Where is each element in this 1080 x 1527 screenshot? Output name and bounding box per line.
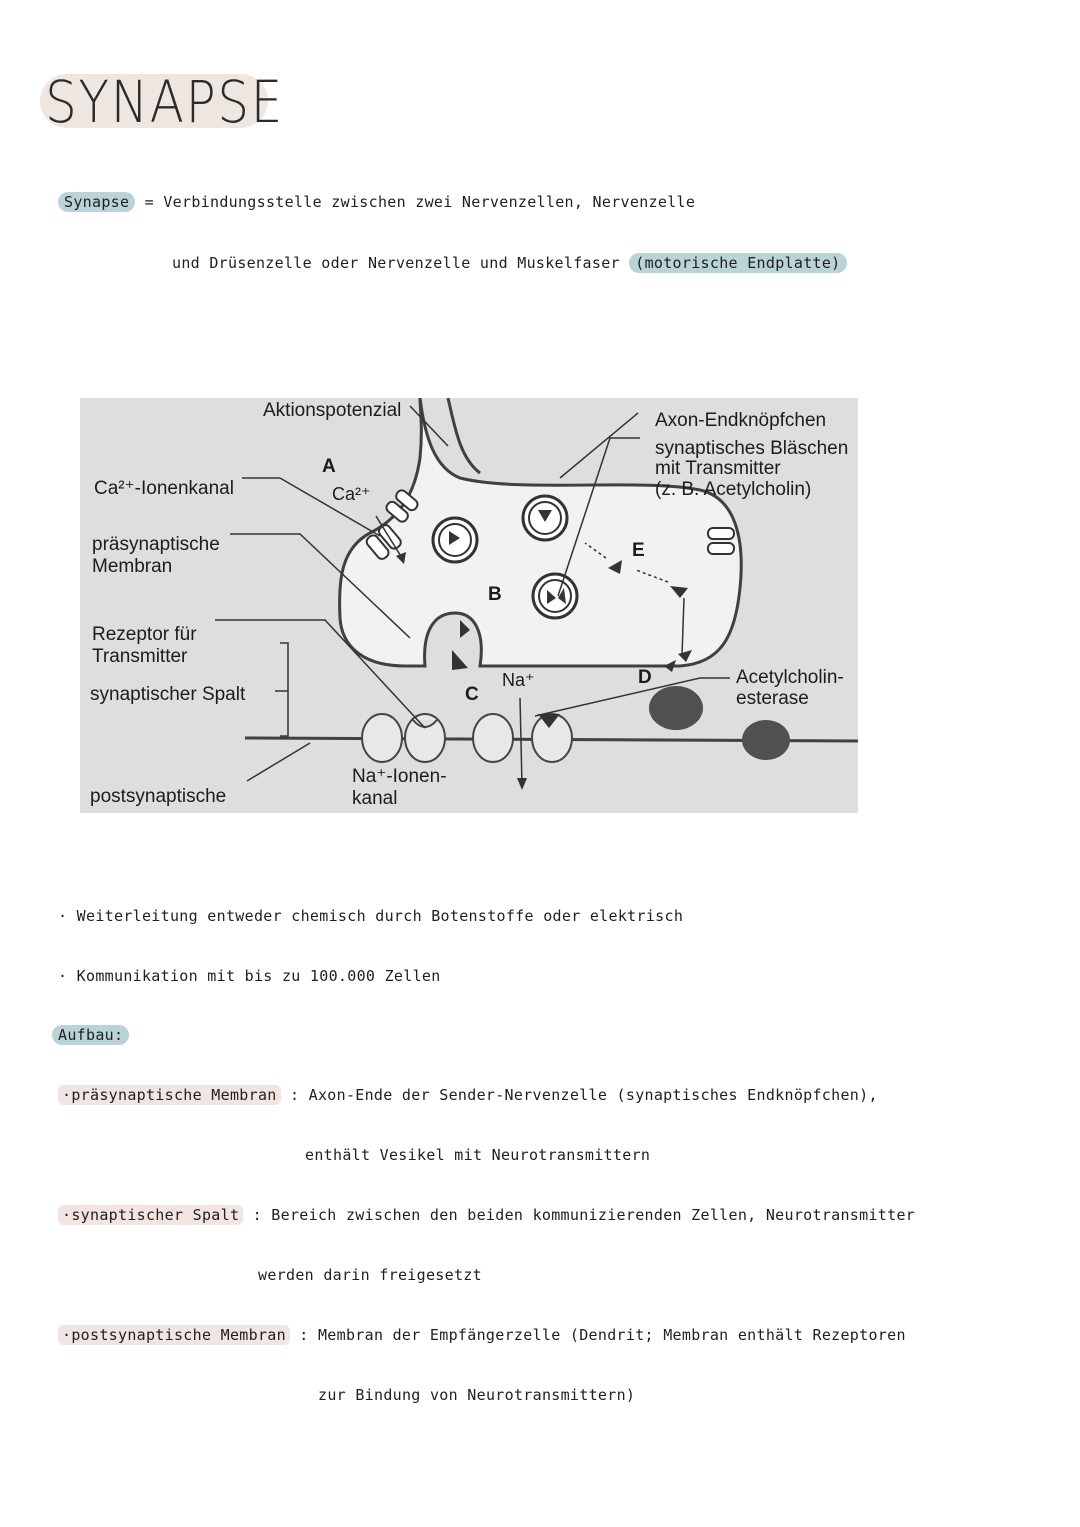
label-esterase-1: Acetylcholin- (736, 667, 844, 688)
label-praesyn-2: Membran (92, 556, 173, 577)
aufbau-text-postsynaptisch-2: zur Bindung von Neurotransmittern) (318, 1386, 636, 1404)
label-blaeschen-3: (z. B. Acetylcholin) (655, 479, 812, 500)
aufbau-text-spalt-2: werden darin freigesetzt (258, 1266, 482, 1284)
label-spalt: synaptischer Spalt (90, 684, 246, 705)
label-na-kanal-1: Na⁺-Ionen- (352, 766, 447, 787)
synaptic-vesicle-1 (433, 518, 477, 562)
aufbau-text-praesynaptisch-1: : Axon-Ende der Sender-Nervenzelle (synaptisches Endknöpfchen), (289, 1086, 878, 1104)
label-letter-e: E (632, 540, 645, 561)
label-rezeptor-2: Transmitter (92, 646, 188, 667)
aufbau-text-postsynaptisch-1: : Membran der Empfängerzelle (Dendrit; Membran enthält Rezeptoren (299, 1326, 906, 1344)
synaptic-vesicle-2 (523, 496, 567, 540)
label-postsyn: postsynaptische (90, 786, 227, 807)
label-letter-a: A (322, 456, 336, 477)
label-blaeschen-2: mit Transmitter (655, 458, 781, 479)
na-channel-closed (362, 714, 402, 762)
label-esterase-2: esterase (736, 688, 809, 709)
bullet-kommunikation: · Kommunikation mit bis zu 100.000 Zellen (58, 967, 441, 985)
label-aktionspotenzial: Aktionspotenzial (263, 400, 402, 421)
aufbau-term-spalt: ·synaptischer Spalt (58, 1205, 243, 1225)
aufbau-term-postsynaptisch: ·postsynaptische Membran (58, 1325, 290, 1345)
label-axon-endknoepfchen: Axon-Endknöpfchen (655, 410, 827, 431)
aufbau-term-praesynaptisch: ·präsynaptische Membran (58, 1085, 281, 1105)
aufbau-item-praesynaptisch (58, 1086, 878, 1104)
aufbau-item-postsynaptisch (58, 1326, 906, 1344)
title-block (40, 70, 324, 134)
synapse-diagram (80, 398, 858, 813)
label-na-kanal-2: kanal (352, 788, 398, 809)
label-na-ion: Na⁺ (502, 670, 535, 690)
aufbau-heading-row (52, 1026, 129, 1044)
na-channel-receptor (405, 714, 445, 762)
label-ca-ion: Ca²⁺ (332, 484, 371, 504)
definition-highlight: (motorische Endplatte) (629, 253, 846, 273)
label-praesyn-1: präsynaptische (92, 534, 220, 555)
na-channel-3 (473, 714, 513, 762)
label-letter-d: D (638, 667, 652, 688)
aufbau-text-praesynaptisch-2: enthält Vesikel mit Neurotransmittern (305, 1146, 651, 1164)
definition-term: Synapse (58, 192, 135, 212)
acetylcholinesterase-enzyme-1 (649, 686, 703, 730)
definition-line-1 (58, 193, 695, 211)
definition-text-1: = Verbindungsstelle zwischen zwei Nervenzellen, Nervenzelle (144, 193, 696, 211)
na-channel-open (532, 714, 572, 762)
synaptic-vesicle-3 (533, 574, 577, 618)
label-blaeschen-1: synaptisches Bläschen (655, 438, 849, 459)
acetylcholinesterase-enzyme-2 (742, 720, 790, 760)
label-letter-c: C (465, 684, 479, 705)
label-ca-kanal: Ca²⁺-Ionenkanal (94, 478, 234, 499)
aufbau-item-spalt (58, 1206, 915, 1224)
definition-line-2 (172, 254, 847, 272)
definition-text-2: und Drüsenzelle oder Nervenzelle und Muskelfaser (172, 254, 620, 272)
label-letter-b: B (488, 584, 502, 605)
aufbau-heading: Aufbau: (52, 1025, 129, 1045)
aufbau-text-spalt-1: : Bereich zwischen den beiden kommunizierenden Zellen, Neurotransmitter (252, 1206, 916, 1224)
bullet-weiterleitung: · Weiterleitung entweder chemisch durch Botenstoffe oder elektrisch (58, 907, 684, 925)
page-title: SYNAPSE (45, 68, 285, 136)
label-rezeptor-1: Rezeptor für (92, 624, 197, 645)
